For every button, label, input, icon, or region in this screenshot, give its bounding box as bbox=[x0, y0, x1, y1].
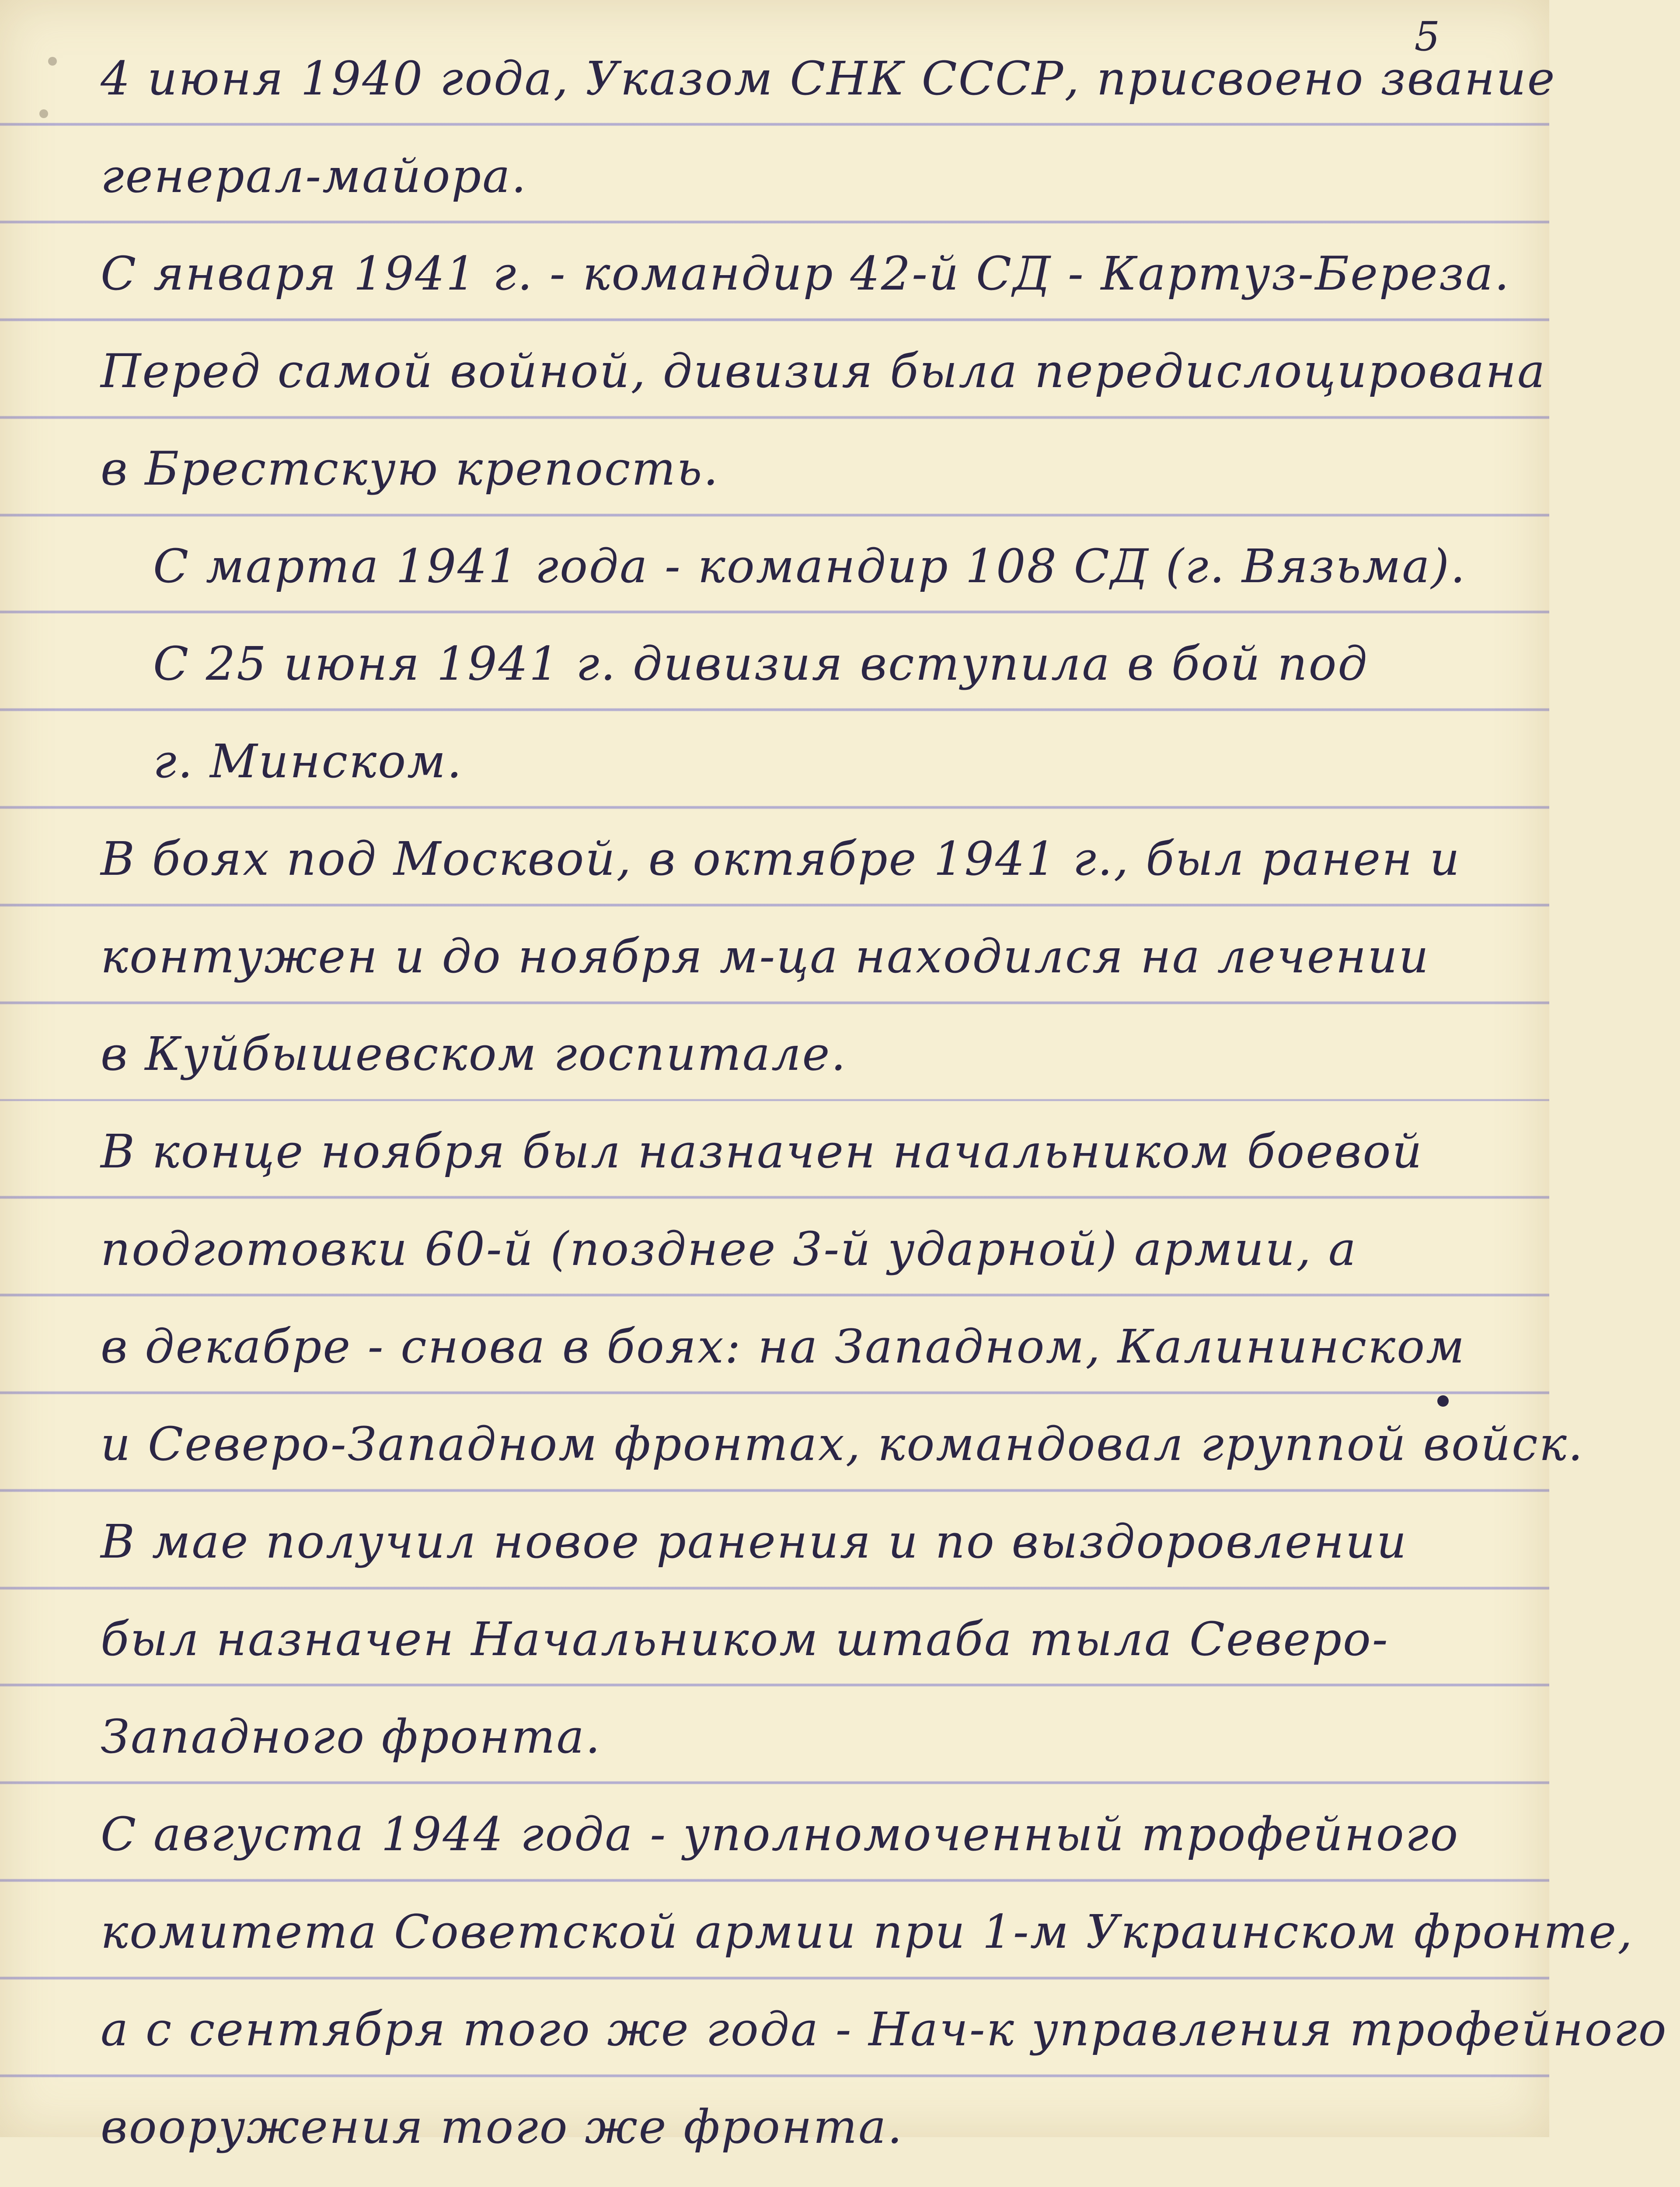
text-line bbox=[101, 2181, 1469, 2187]
text-line: контужен и до ноября м-ца находился на лечении bbox=[101, 929, 1430, 983]
handwritten-text bbox=[101, 35, 1668, 2187]
text-line: С августа 1944 года - уполномоченный трофейного bbox=[101, 1807, 1460, 1861]
text-line: В конце ноября был назначен начальником боевой bbox=[101, 1125, 1423, 1178]
text-line: Перед самой войной, дивизия была передислоцирована bbox=[101, 344, 1547, 398]
text-line: комитета Советской армии при 1-м Украинском фронте, bbox=[101, 1905, 1634, 1959]
text-line: С 25 июня 1941 г. дивизия вступила в бой под bbox=[153, 637, 1369, 691]
text-line: г. Минском. bbox=[153, 734, 463, 788]
text-line: С января 1941 г. - командир 42-й СД - Картуз-Береза. bbox=[101, 247, 1511, 300]
text-line: вооружения того же фронта. bbox=[101, 2100, 904, 2154]
text-line: генерал-майора. bbox=[101, 149, 528, 203]
text-line: С марта 1941 года - командир 108 СД (г. Вязьма). bbox=[153, 539, 1467, 593]
text-line: в Куйбышевском госпитале. bbox=[101, 1027, 847, 1081]
punch-hole bbox=[39, 109, 48, 118]
text-line: подготовки 60-й (позднее 3-й ударной) армии, а bbox=[101, 1222, 1357, 1276]
punch-hole bbox=[48, 57, 57, 66]
text-line: Западного фронта. bbox=[101, 1710, 602, 1764]
text-line: в Брестскую крепость. bbox=[101, 442, 720, 496]
text-line: а с сентября того же года - Нач-к управления трофейного bbox=[101, 2002, 1668, 2056]
text-line: в декабре - снова в боях: на Западном, Калининском bbox=[101, 1320, 1466, 1373]
text-line: и Северо-Западном фронтах, командовал группой войск. bbox=[101, 1417, 1584, 1471]
text-line: был назначен Начальником штаба тыла Северо- bbox=[101, 1612, 1389, 1666]
ink-dot bbox=[1437, 1395, 1449, 1407]
text-line: В мае получил новое ранения и по выздоровлении bbox=[101, 1515, 1408, 1569]
text-line: В боях под Москвой, в октябре 1941 г., был ранен и bbox=[101, 832, 1461, 886]
page-number: 5 bbox=[1414, 13, 1440, 60]
text-line: 4 июня 1940 года, Указом СНК СССР, присвоено звание bbox=[101, 52, 1556, 105]
